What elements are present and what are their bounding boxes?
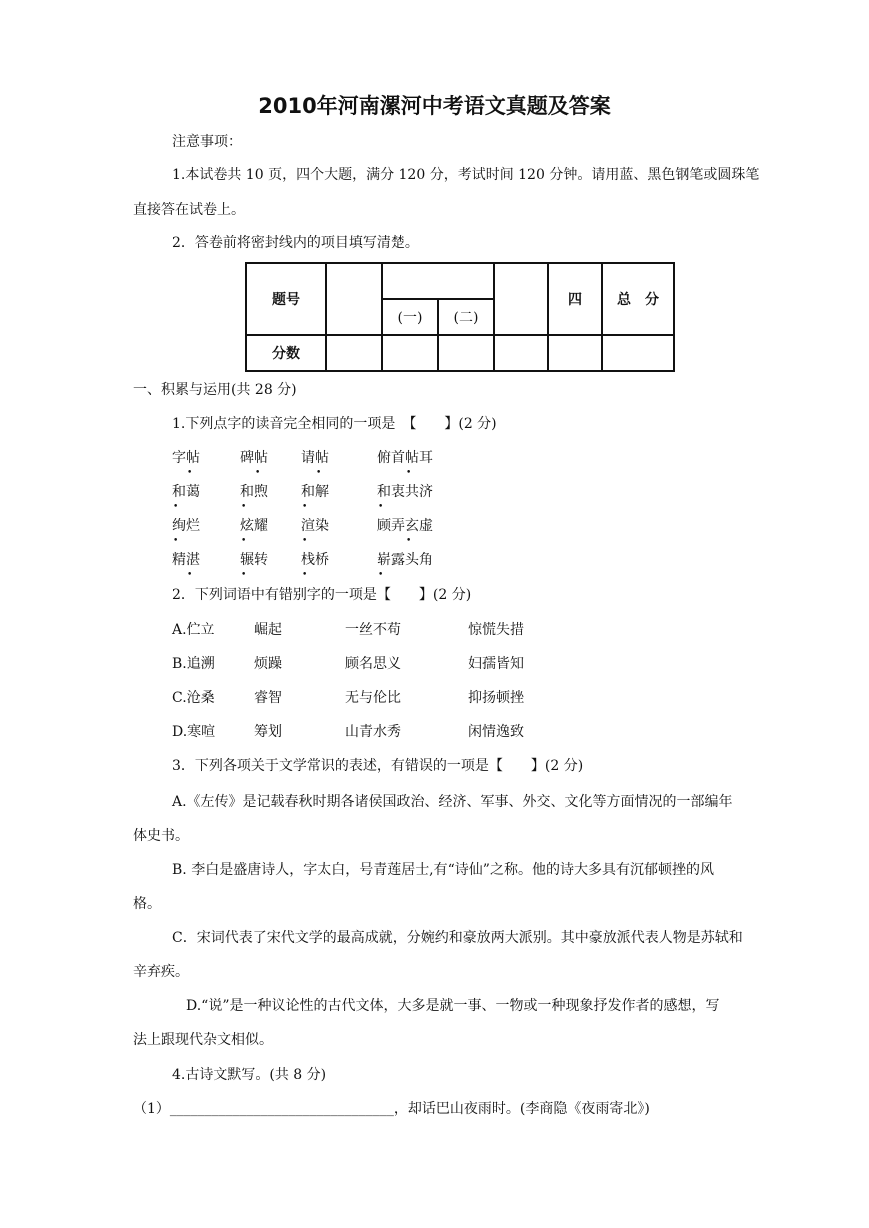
q2-word: A.伫立 (172, 622, 215, 638)
emphasis-dot: • (316, 468, 322, 478)
score-cell (494, 263, 548, 335)
emphasis-dot: • (406, 468, 412, 478)
emphasis-dot: • (241, 536, 247, 546)
q3-option-b-line-1: B. 李白是盛唐诗人，字太白，号青莲居士,有“诗仙”之称。他的诗大多具有沉郁顿挫的风 (172, 862, 714, 878)
q4-item-1-text: ，却话巴山夜雨时。(李商隐《夜雨寄北》) (393, 1101, 650, 1117)
q1-word: 渲染 (301, 518, 329, 534)
q1-word: 精湛 (172, 552, 200, 568)
q1-word: 碑帖 (240, 450, 268, 466)
question-number-label: 题号 (246, 263, 326, 335)
q2-stem: 2．下列词语中有错别字的一项是【 】(2 分) (172, 587, 472, 603)
score-input-cell[interactable] (494, 335, 548, 371)
q2-word: 惊慌失措 (468, 622, 524, 638)
total-header: 总 分 (602, 263, 674, 335)
q1-word: 和蔼 (172, 484, 200, 500)
score-input-cell[interactable] (382, 335, 438, 371)
q2-word: 抑扬顿挫 (468, 690, 524, 706)
note-1-line-2: 直接答在试卷上。 (133, 202, 245, 218)
q2-word: D.寒喧 (172, 724, 216, 740)
q2-option-a (172, 621, 572, 639)
q2-option-b (172, 655, 572, 673)
score-input-cell[interactable] (548, 335, 602, 371)
q2-word: 妇孺皆知 (468, 656, 524, 672)
q2-word: 崛起 (254, 622, 282, 638)
q1-word: 字帖 (172, 450, 200, 466)
note-1-line-1: 1.本试卷共 10 页，四个大题，满分 120 分，考试时间 120 分钟。请用蓝、黑色钢笔或圆珠笔 (172, 167, 760, 183)
score-input-cell[interactable] (438, 335, 494, 371)
score-table (245, 262, 675, 372)
q1-word: 顾弄玄虚 (377, 518, 433, 534)
q2-option-c (172, 689, 572, 707)
q4-stem: 4.古诗文默写。(共 8 分) (172, 1067, 327, 1083)
section-four-header: 四 (548, 263, 602, 335)
emphasis-dot: • (173, 502, 179, 512)
emphasis-dot: • (255, 468, 261, 478)
q4-item-1-number: （1） (133, 1101, 170, 1117)
emphasis-dot: • (241, 570, 247, 580)
section-1-heading: 一、积累与运用(共 28 分) (133, 382, 297, 398)
q2-option-d (172, 723, 572, 741)
q1-word: 绚烂 (172, 518, 200, 534)
q2-word: 闲情逸致 (468, 724, 524, 740)
page-title: 2010年河南漯河中考语文真题及答案 (258, 94, 611, 118)
q4-item-1 (133, 1100, 650, 1118)
q1-word: 俯首帖耳 (377, 450, 433, 466)
q3-option-b-line-2: 格。 (133, 896, 161, 912)
q3-option-a-line-1: A.《左传》是记载春秋时期各诸侯国政治、经济、军事、外交、文化等方面情况的一部编年 (172, 794, 733, 810)
q3-option-c-line-1: C．宋词代表了宋代文学的最高成就，分婉约和豪放两大派别。其中豪放派代表人物是苏轼和 (172, 930, 743, 946)
emphasis-dot: • (173, 536, 179, 546)
emphasis-dot: • (378, 570, 384, 580)
q3-option-a-line-2: 体史书。 (133, 828, 189, 844)
q1-word: 崭露头角 (377, 552, 433, 568)
note-2: 2．答卷前将密封线内的项目填写清楚。 (172, 235, 419, 251)
score-label: 分数 (246, 335, 326, 371)
notes-heading: 注意事项： (172, 134, 242, 150)
sub-header-1: (一) (382, 299, 438, 335)
q4-item-1-blank[interactable]: ________________________________ (169, 1101, 394, 1117)
q1-word: 请帖 (301, 450, 329, 466)
sub-header-2: (二) (438, 299, 494, 335)
score-input-cell[interactable] (602, 335, 674, 371)
emphasis-dot: • (241, 502, 247, 512)
q2-word: 烦躁 (254, 656, 282, 672)
emphasis-dot: • (406, 536, 412, 546)
q2-word: B.追溯 (172, 656, 215, 672)
emphasis-dot: • (187, 468, 193, 478)
score-input-cell[interactable] (326, 335, 382, 371)
q2-word: 筹划 (254, 724, 282, 740)
q1-word: 栈桥 (301, 552, 329, 568)
q1-stem: 1.下列点字的读音完全相同的一项是 【 】(2 分) (172, 416, 497, 432)
q1-word: 和解 (301, 484, 329, 500)
q2-word: C.沧桑 (172, 690, 215, 706)
q1-word: 辗转 (240, 552, 268, 568)
q1-word: 炫耀 (240, 518, 268, 534)
q3-option-d-line-1: D.“说”是一种议论性的古代文体，大多是就一事、一物或一种现象抒发作者的感想，写 (186, 998, 720, 1014)
emphasis-dot: • (302, 502, 308, 512)
q2-word: 一丝不苟 (345, 622, 401, 638)
q1-word: 和煦 (240, 484, 268, 500)
q3-stem: 3．下列各项关于文学常识的表述，有错误的一项是【 】(2 分) (172, 758, 584, 774)
q2-word: 山青水秀 (345, 724, 401, 740)
score-cell (326, 263, 382, 335)
emphasis-dot: • (302, 536, 308, 546)
q2-word: 顾名思义 (345, 656, 401, 672)
q2-word: 无与伦比 (345, 690, 401, 706)
score-cell (382, 263, 494, 299)
q3-option-d-line-2: 法上跟现代杂文相似。 (133, 1032, 273, 1048)
emphasis-dot: • (187, 570, 193, 580)
q1-word: 和衷共济 (377, 484, 433, 500)
q2-word: 睿智 (254, 690, 282, 706)
emphasis-dot: • (378, 502, 384, 512)
emphasis-dot: • (302, 570, 308, 580)
q3-option-c-line-2: 辛弃疾。 (133, 964, 189, 980)
